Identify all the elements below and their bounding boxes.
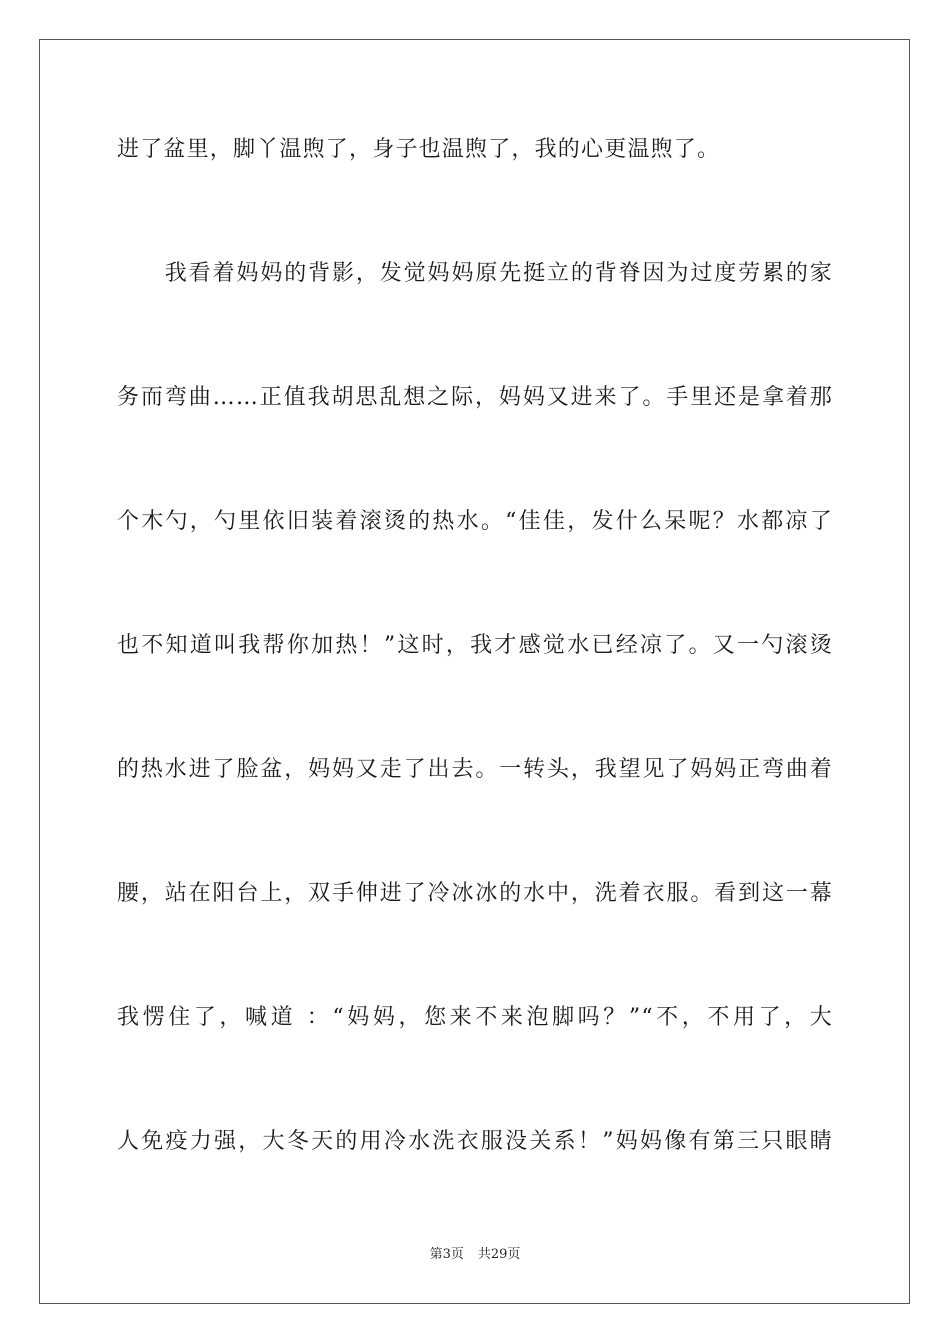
- text-line: 我看着妈妈的背影，发觉妈妈原先挺立的背脊因为过度劳累的家: [117, 261, 833, 286]
- text-line: 腰，站在阳台上，双手伸进了冷冰冰的水中，洗着衣服。看到这一幕: [117, 881, 833, 906]
- page-total: 共29页: [477, 1247, 521, 1262]
- page-border: [39, 39, 910, 1304]
- page-number: 第3页: [429, 1247, 464, 1262]
- page-footer: [0, 1246, 950, 1264]
- text-line: 也不知道叫我帮你加热！”这时，我才感觉水已经凉了。又一勺滚烫: [117, 633, 833, 658]
- text-line: 我愣住了，喊道 ：“妈妈，您来不来泡脚吗？”“不，不用了，大: [117, 1005, 833, 1030]
- text-line: 进了盆里，脚丫温煦了，身子也温煦了，我的心更温煦了。: [117, 137, 721, 162]
- text-line: 务而弯曲……正值我胡思乱想之际，妈妈又进来了。手里还是拿着那: [117, 385, 833, 410]
- text-line: 个木勺，勺里依旧装着滚烫的热水。“佳佳，发什么呆呢？水都凉了: [117, 509, 833, 534]
- text-line: 的热水进了脸盆，妈妈又走了出去。一转头，我望见了妈妈正弯曲着: [117, 757, 833, 782]
- text-line: 人免疫力强，大冬天的用冷水洗衣服没关系！”妈妈像有第三只眼睛: [117, 1129, 833, 1154]
